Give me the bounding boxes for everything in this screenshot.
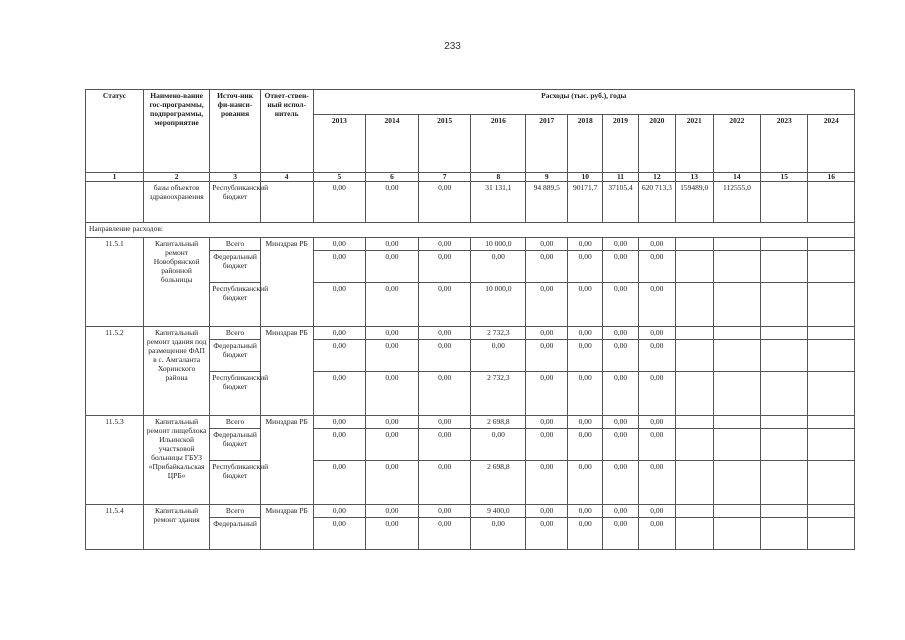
value-cell: 0,00 <box>638 518 675 550</box>
budget-table <box>85 89 855 550</box>
status-cell: 11.5.3 <box>86 416 144 505</box>
continuation-value-cell: 31 131,1 <box>471 182 526 223</box>
value-cell <box>713 327 760 340</box>
value-cell: 0,00 <box>638 327 675 340</box>
continuation-value-cell: 37105,4 <box>603 182 639 223</box>
status-cell: 11.5.1 <box>86 238 144 327</box>
value-cell: 0,00 <box>366 372 419 416</box>
header-source: Источ-ник фи-нанси-рования <box>210 90 261 173</box>
value-cell: 0,00 <box>603 340 639 372</box>
value-cell: 0,00 <box>418 429 471 461</box>
value-cell: 0,00 <box>568 505 603 518</box>
value-cell: 0,00 <box>366 283 419 327</box>
value-cell: 0,00 <box>418 505 471 518</box>
header-executor: Ответ-ствен-ный испол-нитель <box>260 90 313 173</box>
executor-cell: Минздрав РБ <box>260 327 313 416</box>
value-cell: 0,00 <box>526 461 568 505</box>
value-cell: 0,00 <box>418 518 471 550</box>
direction-label: Направление расходов: <box>86 223 855 238</box>
value-cell: 0,00 <box>568 238 603 251</box>
value-cell: 0,00 <box>568 372 603 416</box>
value-cell: 0,00 <box>568 429 603 461</box>
source-cell: Республиканский бюджет <box>210 461 261 505</box>
value-cell: 0,00 <box>313 283 366 327</box>
source-cell: Всего <box>210 505 261 518</box>
value-cell <box>761 429 808 461</box>
value-cell: 0,00 <box>638 429 675 461</box>
status-cell: 11.5.4 <box>86 505 144 550</box>
value-cell: 0,00 <box>568 518 603 550</box>
value-cell <box>808 461 855 505</box>
value-cell <box>808 327 855 340</box>
table-row <box>86 505 855 518</box>
value-cell <box>761 461 808 505</box>
value-cell: 0,00 <box>366 327 419 340</box>
column-number-5: 5 <box>313 173 366 182</box>
value-cell: 9 400,0 <box>471 505 526 518</box>
column-number-9: 9 <box>526 173 568 182</box>
column-number-3: 3 <box>210 173 261 182</box>
value-cell: 0,00 <box>526 340 568 372</box>
header-year-2016: 2016 <box>471 115 526 173</box>
value-cell <box>675 372 713 416</box>
header-expenses: Расходы (тыс. руб.), годы <box>313 90 855 115</box>
column-number-4: 4 <box>260 173 313 182</box>
value-cell <box>808 505 855 518</box>
value-cell: 0,00 <box>526 505 568 518</box>
value-cell <box>808 340 855 372</box>
value-cell <box>761 505 808 518</box>
value-cell: 0,00 <box>603 372 639 416</box>
value-cell <box>713 340 760 372</box>
continuation-row <box>86 182 855 223</box>
value-cell: 0,00 <box>313 238 366 251</box>
value-cell: 0,00 <box>313 518 366 550</box>
value-cell: 0,00 <box>418 327 471 340</box>
continuation-value-cell: 0,00 <box>418 182 471 223</box>
value-cell: 0,00 <box>313 505 366 518</box>
value-cell <box>761 283 808 327</box>
measure-name-cell: Капитальный ремонт здания под размещение ФАП в с. Амгаланта Хоринского района <box>143 327 209 416</box>
value-cell: 0,00 <box>638 416 675 429</box>
column-number-14: 14 <box>713 173 760 182</box>
value-cell: 0,00 <box>471 429 526 461</box>
value-cell: 0,00 <box>603 238 639 251</box>
budget-table-body <box>86 182 855 550</box>
value-cell: 0,00 <box>603 327 639 340</box>
value-cell <box>675 283 713 327</box>
value-cell: 0,00 <box>471 340 526 372</box>
header-status: Статус <box>86 90 144 173</box>
value-cell <box>675 416 713 429</box>
header-year-2014: 2014 <box>366 115 419 173</box>
measure-name-cell: Капитальный ремонт лищеблока Ильинской участковой больницы ГБУЗ «Прибайкальская ЦРБ» <box>143 416 209 505</box>
value-cell: 0,00 <box>471 251 526 283</box>
value-cell <box>675 238 713 251</box>
header-year-2023: 2023 <box>761 115 808 173</box>
value-cell <box>761 372 808 416</box>
value-cell: 10 000,0 <box>471 238 526 251</box>
value-cell: 0,00 <box>568 283 603 327</box>
direction-row <box>86 223 855 238</box>
value-cell <box>808 372 855 416</box>
value-cell: 0,00 <box>638 251 675 283</box>
continuation-value-cell: 0,00 <box>313 182 366 223</box>
continuation-value-cell: 90171,7 <box>568 182 603 223</box>
measure-name-cell: Капитальный ремонт здания <box>143 505 209 550</box>
source-cell: Всего <box>210 238 261 251</box>
column-number-11: 11 <box>603 173 639 182</box>
continuation-source-cell: Республиканский бюджет <box>210 182 261 223</box>
executor-cell: Минздрав РБ <box>260 416 313 505</box>
value-cell: 0,00 <box>366 238 419 251</box>
source-cell: Всего <box>210 327 261 340</box>
column-number-1: 1 <box>86 173 144 182</box>
value-cell: 0,00 <box>313 340 366 372</box>
executor-cell: Минздрав РБ <box>260 505 313 550</box>
value-cell: 0,00 <box>568 327 603 340</box>
value-cell <box>713 429 760 461</box>
value-cell: 0,00 <box>313 372 366 416</box>
value-cell: 0,00 <box>568 251 603 283</box>
header-year-2022: 2022 <box>713 115 760 173</box>
value-cell <box>808 238 855 251</box>
table-row <box>86 416 855 429</box>
source-cell: Республиканский бюджет <box>210 283 261 327</box>
value-cell: 0,00 <box>638 461 675 505</box>
column-number-12: 12 <box>638 173 675 182</box>
value-cell: 0,00 <box>418 461 471 505</box>
continuation-executor-cell <box>260 182 313 223</box>
value-cell: 0,00 <box>526 251 568 283</box>
continuation-status-cell <box>86 182 144 223</box>
value-cell: 0,00 <box>526 372 568 416</box>
value-cell: 0,00 <box>418 251 471 283</box>
value-cell: 0,00 <box>313 251 366 283</box>
value-cell <box>761 238 808 251</box>
value-cell: 0,00 <box>418 238 471 251</box>
value-cell: 0,00 <box>418 283 471 327</box>
executor-cell: Минздрав РБ <box>260 238 313 327</box>
value-cell: 0,00 <box>603 251 639 283</box>
value-cell <box>713 518 760 550</box>
column-number-15: 15 <box>761 173 808 182</box>
page-number: 233 <box>444 41 461 52</box>
value-cell <box>713 505 760 518</box>
value-cell: 0,00 <box>366 518 419 550</box>
value-cell: 2 732,3 <box>471 372 526 416</box>
value-cell: 2 698,8 <box>471 461 526 505</box>
budget-table-container <box>85 89 855 550</box>
value-cell <box>808 429 855 461</box>
value-cell: 0,00 <box>366 461 419 505</box>
header-year-2019: 2019 <box>603 115 639 173</box>
value-cell <box>761 327 808 340</box>
value-cell <box>675 251 713 283</box>
value-cell: 0,00 <box>603 505 639 518</box>
value-cell <box>713 372 760 416</box>
value-cell <box>675 461 713 505</box>
header-year-2018: 2018 <box>568 115 603 173</box>
continuation-name-cell: базы объектов здравоохранения <box>143 182 209 223</box>
column-number-13: 13 <box>675 173 713 182</box>
measure-name-cell: Капитальный ремонт Новобрянской районной больницы <box>143 238 209 327</box>
header-year-2013: 2013 <box>313 115 366 173</box>
value-cell <box>761 416 808 429</box>
value-cell <box>675 505 713 518</box>
value-cell <box>808 283 855 327</box>
header-name: Наимено-вание гос-программы, подпрограммы, мероприятие <box>143 90 209 173</box>
header-year-2015: 2015 <box>418 115 471 173</box>
header-year-2017: 2017 <box>526 115 568 173</box>
column-number-7: 7 <box>418 173 471 182</box>
value-cell: 0,00 <box>366 429 419 461</box>
table-row <box>86 327 855 340</box>
source-cell: Федеральный бюджет <box>210 340 261 372</box>
column-number-10: 10 <box>568 173 603 182</box>
value-cell: 0,00 <box>526 518 568 550</box>
value-cell: 0,00 <box>418 372 471 416</box>
value-cell: 0,00 <box>418 416 471 429</box>
value-cell: 0,00 <box>638 283 675 327</box>
header-year-2021: 2021 <box>675 115 713 173</box>
continuation-value-cell: 0,00 <box>366 182 419 223</box>
value-cell <box>713 416 760 429</box>
source-cell: Всего <box>210 416 261 429</box>
value-cell <box>675 429 713 461</box>
source-cell: Республиканский бюджет <box>210 372 261 416</box>
value-cell: 0,00 <box>526 416 568 429</box>
value-cell: 0,00 <box>313 327 366 340</box>
value-cell: 0,00 <box>366 505 419 518</box>
value-cell <box>675 327 713 340</box>
value-cell: 10 000,0 <box>471 283 526 327</box>
value-cell <box>808 251 855 283</box>
column-number-8: 8 <box>471 173 526 182</box>
value-cell <box>761 340 808 372</box>
continuation-value-cell: 112555,0 <box>713 182 760 223</box>
header-column-numbers-row <box>86 173 855 182</box>
continuation-value-cell: 159489,0 <box>675 182 713 223</box>
column-number-6: 6 <box>366 173 419 182</box>
value-cell: 0,00 <box>638 238 675 251</box>
value-cell: 0,00 <box>366 340 419 372</box>
value-cell: 0,00 <box>313 416 366 429</box>
value-cell: 2 732,3 <box>471 327 526 340</box>
value-cell <box>675 518 713 550</box>
continuation-value-cell <box>761 182 808 223</box>
value-cell <box>675 340 713 372</box>
value-cell <box>713 461 760 505</box>
value-cell: 0,00 <box>603 518 639 550</box>
value-cell: 0,00 <box>313 429 366 461</box>
column-number-2: 2 <box>143 173 209 182</box>
value-cell: 0,00 <box>603 461 639 505</box>
column-number-16: 16 <box>808 173 855 182</box>
header-year-2024: 2024 <box>808 115 855 173</box>
value-cell: 0,00 <box>366 416 419 429</box>
source-cell: Федеральный бюджет <box>210 251 261 283</box>
continuation-value-cell: 620 713,3 <box>638 182 675 223</box>
value-cell: 0,00 <box>526 327 568 340</box>
continuation-value-cell: 94 889,5 <box>526 182 568 223</box>
value-cell: 0,00 <box>418 340 471 372</box>
value-cell: 0,00 <box>568 340 603 372</box>
value-cell: 0,00 <box>603 429 639 461</box>
value-cell <box>713 283 760 327</box>
value-cell: 0,00 <box>526 238 568 251</box>
value-cell <box>761 251 808 283</box>
value-cell: 0,00 <box>568 416 603 429</box>
value-cell: 0,00 <box>638 340 675 372</box>
source-cell: Федеральный <box>210 518 261 550</box>
continuation-value-cell <box>808 182 855 223</box>
value-cell <box>761 518 808 550</box>
value-cell: 0,00 <box>471 518 526 550</box>
value-cell <box>808 518 855 550</box>
value-cell: 0,00 <box>603 416 639 429</box>
value-cell: 0,00 <box>313 461 366 505</box>
status-cell: 11.5.2 <box>86 327 144 416</box>
table-row <box>86 238 855 251</box>
header-year-2020: 2020 <box>638 115 675 173</box>
value-cell: 2 698,8 <box>471 416 526 429</box>
value-cell: 0,00 <box>526 429 568 461</box>
value-cell: 0,00 <box>638 505 675 518</box>
value-cell: 0,00 <box>603 283 639 327</box>
value-cell: 0,00 <box>526 283 568 327</box>
value-cell: 0,00 <box>366 251 419 283</box>
value-cell: 0,00 <box>638 372 675 416</box>
source-cell: Федеральный бюджет <box>210 429 261 461</box>
value-cell <box>713 238 760 251</box>
value-cell <box>808 416 855 429</box>
value-cell: 0,00 <box>568 461 603 505</box>
value-cell <box>713 251 760 283</box>
